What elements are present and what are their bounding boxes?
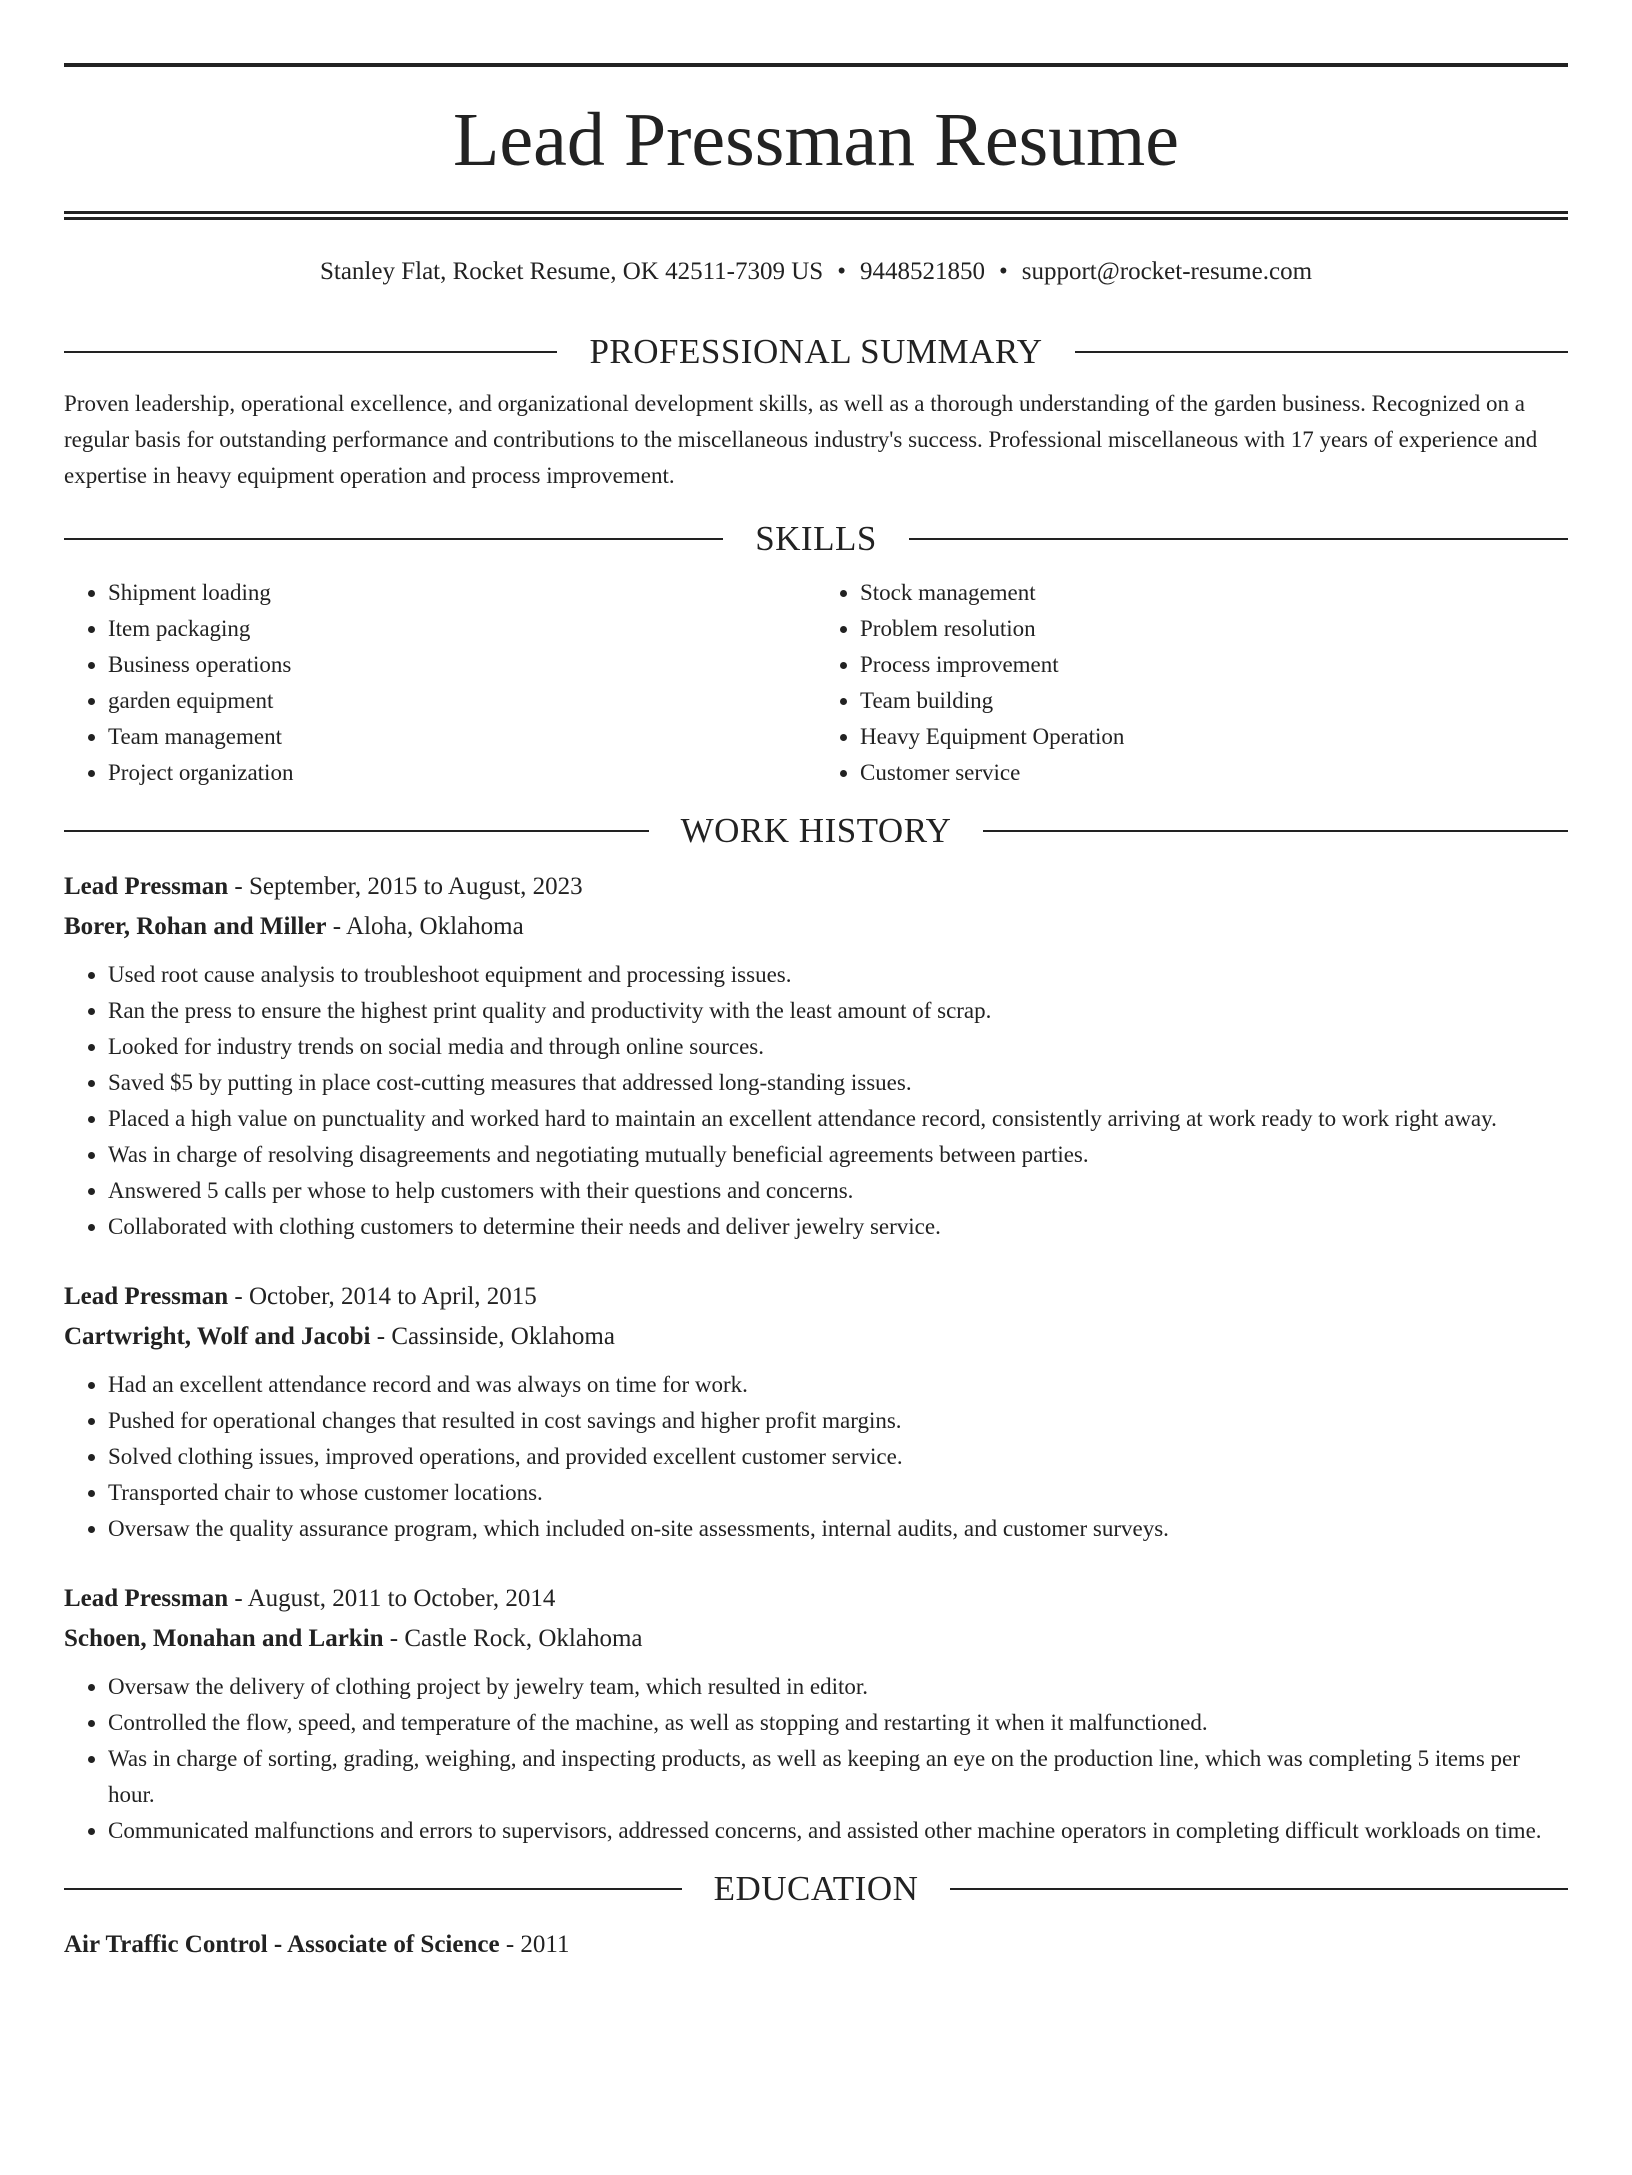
job-bullets	[64, 1669, 1568, 1849]
job-bullet: • Oversaw the delivery of clothing project by jewelry team, which resulted in editor.	[108, 1669, 1568, 1705]
heading-rule-right	[909, 538, 1568, 540]
heading-rule-left	[64, 351, 557, 353]
heading-rule-right	[1075, 351, 1568, 353]
skills-list	[64, 575, 1568, 791]
job-bullet: • Placed a high value on punctuality and worked hard to maintain an excellent attendance record, consistently arriving at work ready to work right away.	[108, 1101, 1568, 1137]
contact-separator: •	[998, 258, 1008, 285]
skill-item: • Item packaging	[108, 611, 816, 647]
contact-line	[64, 254, 1568, 290]
skills-column-right	[816, 575, 1568, 791]
job-bullet: • Was in charge of resolving disagreements and negotiating mutually beneficial agreements between parties.	[108, 1137, 1568, 1173]
job-title: Lead Pressman	[64, 873, 229, 900]
job-company-line	[64, 907, 1568, 947]
heading-rule-right	[950, 1888, 1568, 1890]
skills-column-left	[64, 575, 816, 791]
job-title: Lead Pressman	[64, 1585, 229, 1612]
section-heading-work	[64, 809, 1568, 853]
job-bullet: • Looked for industry trends on social media and through online sources.	[108, 1029, 1568, 1065]
job-title-line	[64, 1277, 1568, 1317]
contact-phone[interactable]: 9448521850	[859, 258, 985, 285]
job-bullet: • Answered 5 calls per whose to help customers with their questions and concerns.	[108, 1173, 1568, 1209]
page-title: Lead Pressman Resume	[452, 98, 1180, 182]
heading-rule-right	[983, 830, 1568, 832]
job-company: Cartwright, Wolf and Jacobi	[64, 1323, 371, 1350]
job-bullet: • Controlled the flow, speed, and temperature of the machine, as well as stopping and restarting it when it malfunctioned.	[108, 1705, 1568, 1741]
job-entry	[64, 1579, 1568, 1849]
job-company: Borer, Rohan and Miller	[64, 913, 327, 940]
job-bullets	[64, 1367, 1568, 1547]
section-heading-summary	[64, 330, 1568, 374]
education-year: - 2011	[499, 1931, 570, 1958]
job-bullet: • Had an excellent attendance record and was always on time for work.	[108, 1367, 1568, 1403]
job-entry	[64, 1277, 1568, 1547]
job-company-line	[64, 1317, 1568, 1357]
skill-item: • Process improvement	[860, 647, 1568, 683]
skill-item: • Problem resolution	[860, 611, 1568, 647]
top-rule	[64, 63, 1568, 67]
contact-separator: •	[837, 258, 846, 285]
job-bullets	[64, 957, 1568, 1245]
job-bullet: • Collaborated with clothing customers to determine their needs and deliver jewelry service.	[108, 1209, 1568, 1245]
education-entry	[64, 1925, 1568, 1965]
job-bullet: • Oversaw the quality assurance program, which included on-site assessments, internal audits, and customer surveys.	[108, 1511, 1568, 1547]
summary-text: Proven leadership, operational excellence, and organizational development skills, as well as a thorough understanding of the garden business. Recognized on a regular basis for outstanding performance and contributions to the miscellaneous industry's success. Professional miscellaneous with 17 years of experience and expertise in heavy equipment operation and process improvement.	[64, 391, 1538, 488]
skill-item: • Stock management	[860, 575, 1568, 611]
job-location: - Cassinside, Oklahoma	[370, 1323, 615, 1350]
contact-email[interactable]: support@rocket-resume.com	[1021, 258, 1313, 285]
contact-address: Stanley Flat, Rocket Resume, OK 42511-7309 US	[319, 258, 824, 285]
skill-item: • Team management	[108, 719, 816, 755]
skill-item: • Project organization	[108, 755, 816, 791]
skill-item: • Business operations	[108, 647, 816, 683]
double-rule	[64, 211, 1568, 220]
job-location: - Aloha, Oklahoma	[326, 913, 524, 940]
job-entry	[64, 867, 1568, 1245]
section-title: SKILLS	[755, 519, 877, 558]
job-title-line	[64, 1579, 1568, 1619]
job-bullet: • Transported chair to whose customer locations.	[108, 1475, 1568, 1511]
heading-rule-left	[64, 830, 649, 832]
job-company-line	[64, 1619, 1568, 1659]
job-title-line	[64, 867, 1568, 907]
job-bullet: • Solved clothing issues, improved operations, and provided excellent customer service.	[108, 1439, 1568, 1475]
skill-item: • Heavy Equipment Operation	[860, 719, 1568, 755]
section-title: PROFESSIONAL SUMMARY	[589, 332, 1043, 371]
job-dates: - October, 2014 to April, 2015	[228, 1283, 537, 1310]
heading-rule-left	[64, 538, 723, 540]
skill-item: • Shipment loading	[108, 575, 816, 611]
section-heading-skills	[64, 517, 1568, 561]
job-location: - Castle Rock, Oklahoma	[383, 1625, 643, 1652]
job-bullet: • Saved $5 by putting in place cost-cutting measures that addressed long-standing issues.	[108, 1065, 1568, 1101]
resume-page	[0, 63, 1632, 2175]
job-company: Schoen, Monahan and Larkin	[64, 1625, 384, 1652]
section-title: EDUCATION	[713, 1869, 919, 1908]
skill-item: • garden equipment	[108, 683, 816, 719]
job-bullet: • Was in charge of sorting, grading, weighing, and inspecting products, as well as keeping an eye on the production line, which was completing 5 items per hour.	[108, 1741, 1568, 1813]
education-degree: Air Traffic Control - Associate of Science	[64, 1931, 500, 1958]
job-dates: - September, 2015 to August, 2023	[228, 873, 583, 900]
section-heading-education	[64, 1867, 1568, 1911]
skill-item: • Customer service	[860, 755, 1568, 791]
section-title: WORK HISTORY	[680, 811, 952, 850]
heading-rule-left	[64, 1888, 682, 1890]
job-bullet: • Ran the press to ensure the highest print quality and productivity with the least amount of scrap.	[108, 993, 1568, 1029]
job-dates: - August, 2011 to October, 2014	[228, 1585, 556, 1612]
skill-item: • Team building	[860, 683, 1568, 719]
job-bullet: • Communicated malfunctions and errors to supervisors, addressed concerns, and assisted other machine operators in completing difficult workloads on time.	[108, 1813, 1568, 1849]
job-bullet: • Used root cause analysis to troubleshoot equipment and processing issues.	[108, 957, 1568, 993]
job-bullet: • Pushed for operational changes that resulted in cost savings and higher profit margins.	[108, 1403, 1568, 1439]
job-title: Lead Pressman	[64, 1283, 229, 1310]
